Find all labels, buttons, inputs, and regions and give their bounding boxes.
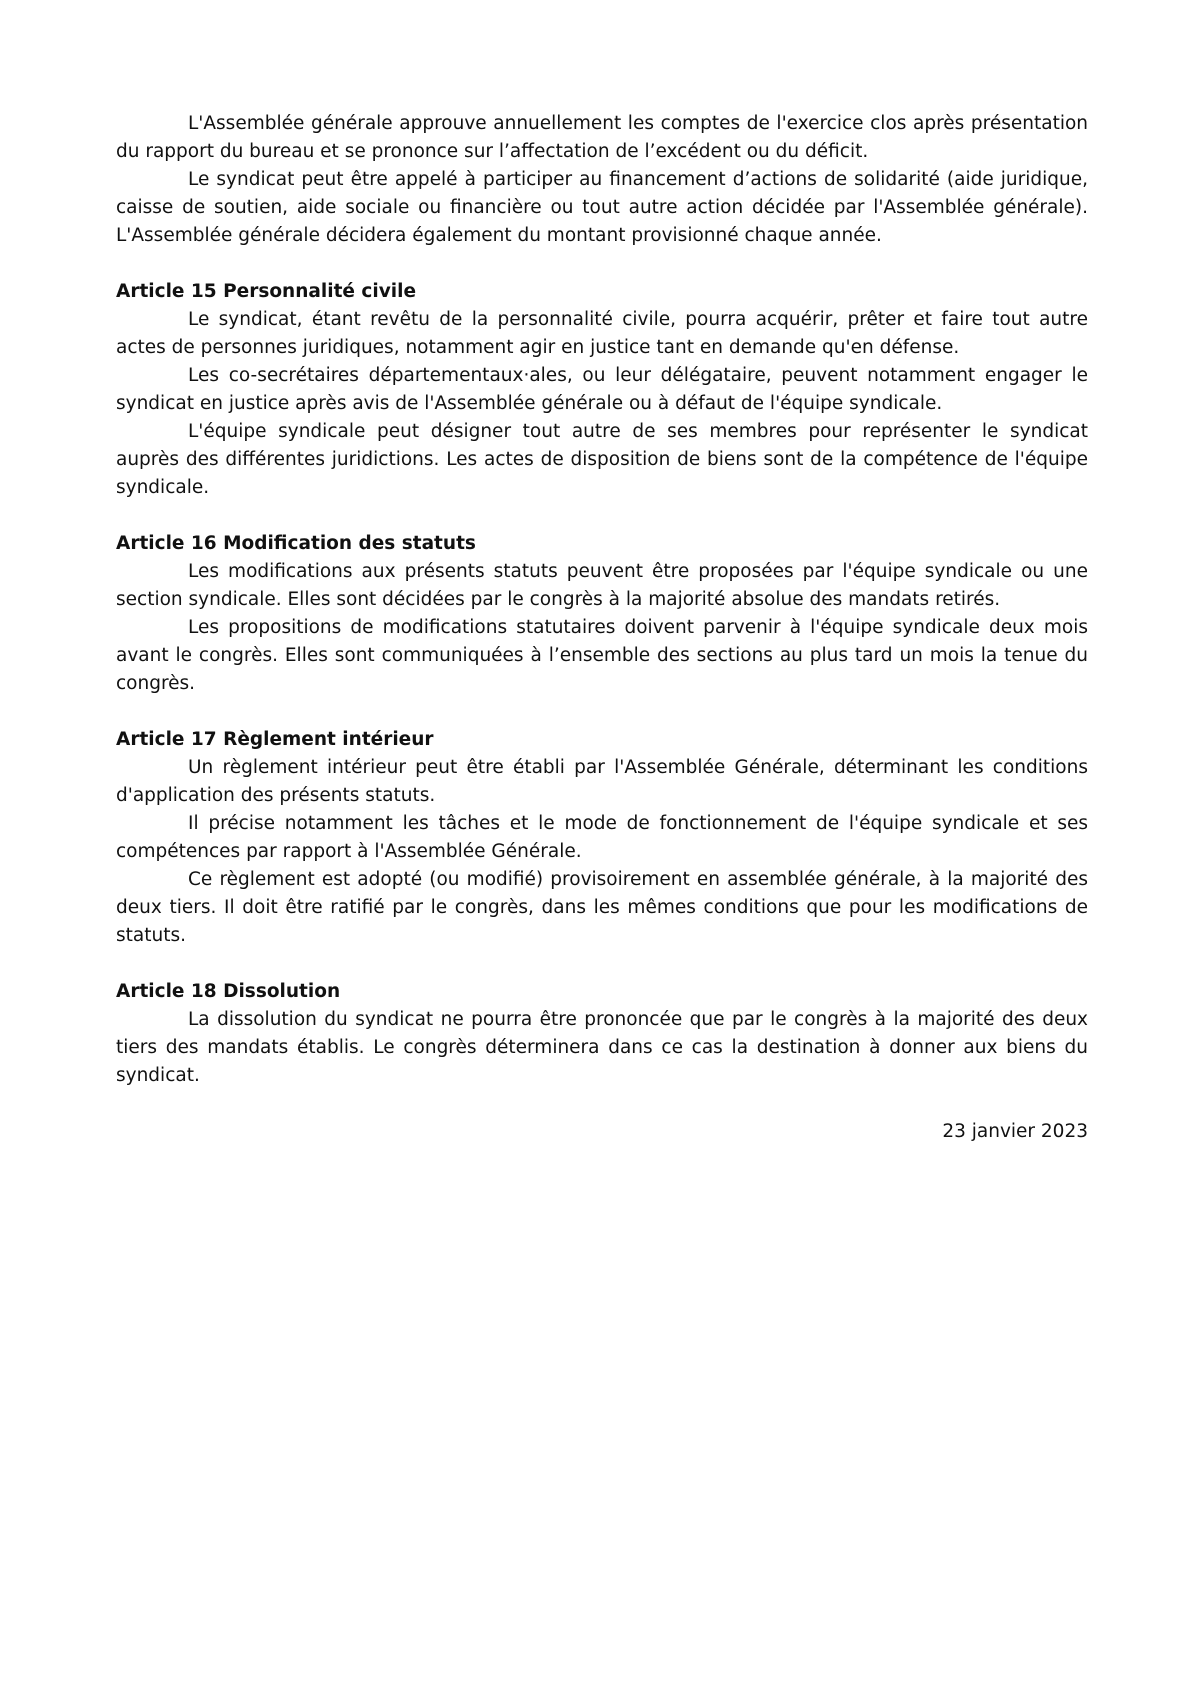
- article-15: [116, 278, 1088, 502]
- document-date: 23 janvier 2023: [942, 1121, 1088, 1142]
- article-paragraph: Un règlement intérieur peut être établi par l'Assemblée Générale, déterminant les conditions d'application des présents statuts.: [116, 757, 1088, 806]
- article-paragraph: Le syndicat, étant revêtu de la personnalité civile, pourra acquérir, prêter et faire tout autre actes de personnes juridiques, notamment agir en justice tant en demande qu'en défense.: [116, 309, 1088, 358]
- article-title: Article 17 Règlement intérieur: [116, 729, 434, 750]
- article-title: Article 18 Dissolution: [116, 981, 341, 1002]
- article-paragraph: Les propositions de modifications statutaires doivent parvenir à l'équipe syndicale deux mois avant le congrès. Elles sont communiquées à l’ensemble des sections au plus tard un mois la tenue du congrès.: [116, 617, 1088, 694]
- article-18: [116, 978, 1088, 1090]
- article-paragraph: Les modifications aux présents statuts peuvent être proposées par l'équipe syndicale ou une section syndicale. Elles sont décidées par le congrès à la majorité absolue des mandats retirés.: [116, 561, 1088, 610]
- document-page: [116, 110, 1088, 1146]
- article-paragraph: L'équipe syndicale peut désigner tout autre de ses membres pour représenter le syndicat auprès des différentes juridictions. Les actes de disposition de biens sont de la compétence de l'équipe syndicale.: [116, 421, 1088, 498]
- article-title: Article 16 Modification des statuts: [116, 533, 476, 554]
- article-title: Article 15 Personnalité civile: [116, 281, 416, 302]
- intro-paragraph: L'Assemblée générale approuve annuellement les comptes de l'exercice clos après présentation du rapport du bureau et se prononce sur l’affectation de l’excédent ou du déficit.: [116, 113, 1088, 162]
- article-16: [116, 530, 1088, 698]
- article-paragraph: Il précise notamment les tâches et le mode de fonctionnement de l'équipe syndicale et ses compétences par rapport à l'Assemblée Générale.: [116, 813, 1088, 862]
- article-paragraph: Ce règlement est adopté (ou modifié) provisoirement en assemblée générale, à la majorité des deux tiers. Il doit être ratifié par le congrès, dans les mêmes conditions que pour les modifications de statuts.: [116, 869, 1088, 946]
- article-paragraph: Les co-secrétaires départementaux·ales, ou leur délégataire, peuvent notamment engager le syndicat en justice après avis de l'Assemblée générale ou à défaut de l'équipe syndicale.: [116, 365, 1088, 414]
- article-17: [116, 726, 1088, 950]
- article-paragraph: La dissolution du syndicat ne pourra être prononcée que par le congrès à la majorité des deux tiers des mandats établis. Le congrès déterminera dans ce cas la destination à donner aux biens du syndicat.: [116, 1009, 1088, 1086]
- intro-section: [116, 110, 1088, 250]
- intro-paragraph: Le syndicat peut être appelé à participer au financement d’actions de solidarité (aide juridique, caisse de soutien, aide sociale ou financière ou tout autre action décidée par l'Assemblée générale). L'Assemblée générale décidera également du montant provisionné chaque année.: [116, 169, 1088, 246]
